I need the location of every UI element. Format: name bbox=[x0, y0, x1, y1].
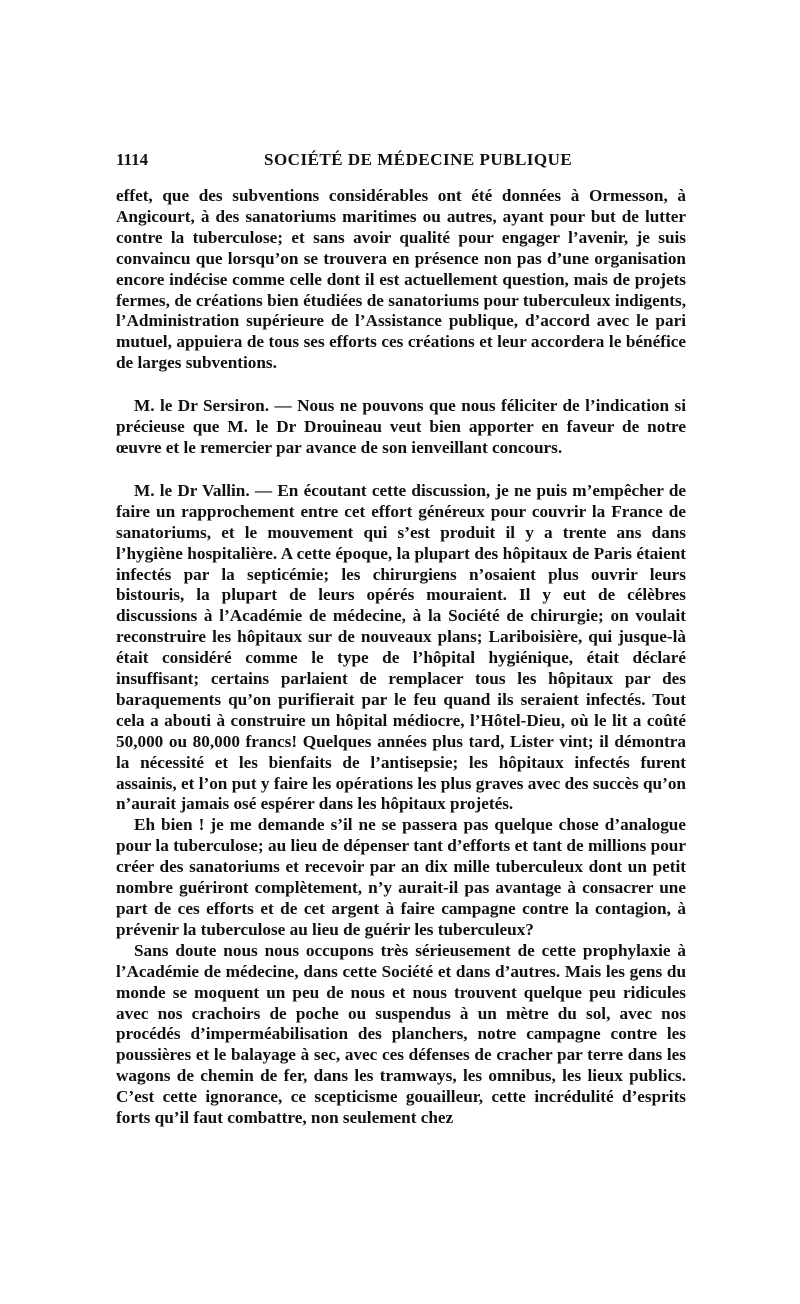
paragraph-eh-bien bbox=[116, 815, 686, 940]
speaker-sersiron: M. le Dr Sersiron. — bbox=[134, 396, 292, 416]
paragraph-vallin bbox=[116, 481, 686, 816]
paragraph-sersiron bbox=[116, 396, 686, 459]
paragraph-text: Eh bien ! je me demande s’il ne se passera pas quelque chose d’analogue pour la tuberculose; au lieu de dépenser tant d’efforts et tant de millions pour créer des sanatoriums et recevoir par an dix mille tuberculeux dont un petit nombre guériront complètement, n’y aurait-il pas avantage à consacrer une part de ces efforts et de cet argent à faire campagne contre la contagion, à prévenir la tuberculose au lieu de guérir les tuberculeux? bbox=[116, 815, 686, 939]
running-head bbox=[116, 150, 686, 174]
speaker-vallin: M. le Dr Vallin. — bbox=[134, 480, 273, 500]
paragraph-sans-doute bbox=[116, 941, 686, 1129]
paragraph-gap bbox=[116, 374, 686, 396]
paragraph-text: Sans doute nous nous occupons très sérieusement de cette prophylaxie à l’Académie de médecine, dans cette Société et dans d’autres. Mais les gens du monde se moquent un peu de nous et nous trouvent quelque peu ridicules avec nos crachoirs de poche ou suspendus à un mètre du sol, avec nos procédés d’imperméabilisation des planchers, notre campagne contre les poussières et le balayage à sec, avec ces défenses de cracher par terre dans les wagons de chemin de fer, dans les tramways, les omnibus, les lieux publics. C’est cette ignorance, ce scepticisme gouailleur, cette incrédulité d’esprits forts qu’il faut combattre, non seulement chez bbox=[116, 940, 686, 1128]
paragraph-continuation bbox=[116, 186, 686, 374]
page-number: 1114 bbox=[116, 150, 149, 169]
paragraph-text: effet, que des subventions considérables ont été données à Ormesson, à Angicourt, à des sanatoriums maritimes ou autres, ayant pour but de lutter contre la tuberculose; et sans avoir qualité pour engager l’avenir, je suis convaincu que lorsqu’on se trouvera en présence non pas d’une organisation encore indécise comme celle dont il est actuellement question, mais de projets fermes, de créations bien étudiées de sanatoriums pour tuberculeux indigents, l’Administration supérieure de l’Assistance publique, d’accord avec le pari mutuel, appuiera de tous ses efforts ces créations et leur accordera le bénéfice de larges subventions. bbox=[116, 186, 686, 373]
paragraph-text: En écoutant cette discussion, je ne puis m’empêcher de faire un rapprochement entre cet effort généreux pour couvrir la France de sanatoriums, et le mouvement qui s’est produit il y a trente ans dans l’hygiène hospitalière. A cette époque, la plupart des hôpitaux de Paris étaient infectés par la septicémie; les chirurgiens n’osaient plus ouvrir leurs bistouris, la plupart de leurs opérés mouraient. Il y eut de célèbres discussions à l’Académie de médecine, à la Société de chirurgie; on voulait reconstruire les hôpitaux sur de nouveaux plans; Lariboisière, qui jusque-là était considéré comme le type de l’hôpital hygiénique, était déclaré insuffisant; certains parlaient de remplacer tous les hôpitaux par des baraquements qu’on purifierait par le feu quand ils seraient infectés. Tout cela a abouti à construire un hôpital médiocre, l’Hôtel-Dieu, où le lit a coûté 50,000 ou 80,000 francs! Quelques années plus tard, Lister vint; il démontra la nécessité et les bienfaits de l’antisepsie; les hôpitaux infectés furent assainis, et l’on put y faire les opérations les plus graves avec des succès qu’on n’aurait jamais osé espérer dans les hôpitaux projetés. bbox=[116, 480, 687, 814]
paragraph-gap bbox=[116, 459, 686, 481]
paragraph-text: Nous ne pouvons que nous féliciter de l’indication si précieuse que M. le Dr Drouineau veut bien apporter en faveur de notre œuvre et le remercier par avance de son ienveillant concours. bbox=[116, 396, 687, 457]
document-page bbox=[116, 150, 686, 1129]
running-title: SOCIÉTÉ DE MÉDECINE PUBLIQUE bbox=[264, 150, 573, 169]
